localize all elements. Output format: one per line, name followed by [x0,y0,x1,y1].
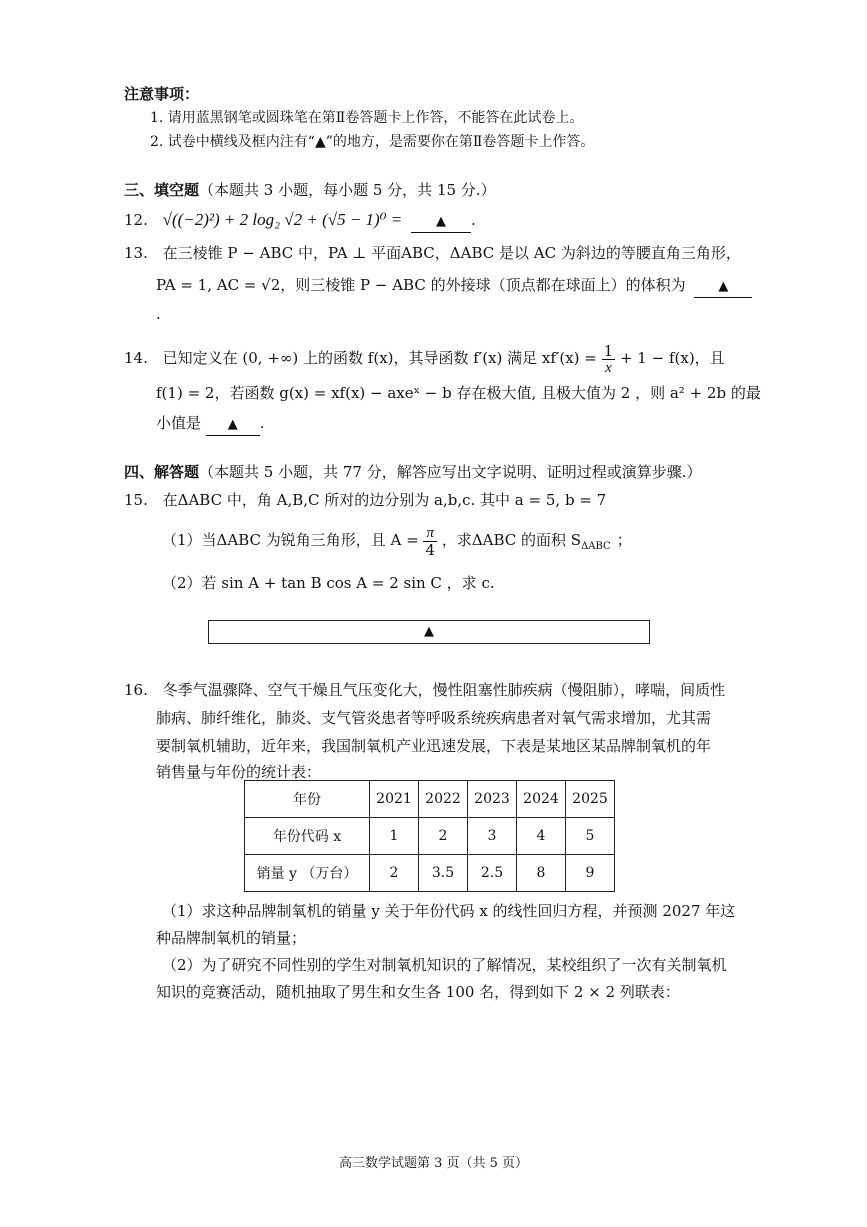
q15-part-1c: ； [616,531,632,549]
section-4-header [124,462,702,482]
question-12 [124,210,476,233]
q15-part-2: （2）若 sin A + tan B cos A = 2 sin C ，求 c. [162,574,495,592]
table-cell: 2021 [370,781,419,818]
table-row-header: 销量 y （万台） [245,855,370,892]
table-cell: 2022 [419,781,468,818]
table-row [245,855,615,892]
q12-end: . [471,211,476,229]
question-13-line-1 [124,243,741,263]
question-13-line-2 [156,275,752,298]
answer-blank: ▲ [411,212,471,233]
q16-line-4: 销售量与年份的统计表： [156,763,322,781]
table-cell: 2.5 [468,855,517,892]
q16-line-2: 肺病、肺纤维化，肺炎、支气管炎患者等呼吸系统疾病患者对氧气需求增加，尤其需 [156,709,712,727]
section-4-title: 四、解答题 [124,463,200,481]
sales-statistics-table [244,780,615,892]
table-row-header: 年份 [245,781,370,818]
answer-box: ▲ [208,620,650,644]
question-number: 15. [124,491,148,509]
q16-part-1-line-1: （1）求这种品牌制氧机的销量 y 关于年份代码 x 的线性回归方程，并预测 2027 年这 [162,902,736,920]
table-cell: 8 [517,855,566,892]
fraction-denominator: 4 [425,540,436,559]
answer-blank: ▲ [206,415,260,436]
fraction-numerator: 1 [603,341,614,360]
table-cell: 2025 [566,781,615,818]
table-cell: 1 [370,818,419,855]
table-row [245,781,615,818]
table-cell: 2024 [517,781,566,818]
table-cell: 3.5 [419,855,468,892]
table-row-header: 年份代码 x [245,818,370,855]
page-footer: 高三数学试题第 3 页（共 5 页） [338,1156,529,1171]
q14-line-3: 小值是 [156,414,202,432]
table-row [245,818,615,855]
answer-blank: ▲ [694,277,752,298]
section-3-desc: （本题共 3 小题，每小题 5 分，共 15 分.） [199,181,496,199]
table-cell: 9 [566,855,615,892]
q14-line-2: f(1) = 2，若函数 g(x) = xf(x) − axeˣ − b 存在极大值, 且极大值为 2 ，则 a² + 2b 的最 [156,384,761,402]
q16-part-1-line-2: 种品牌制氧机的销量； [156,929,307,947]
q15-part-1a: （1）当ΔABC 为锐角三角形，且 A = [162,531,419,549]
q15-part-1b: ，求ΔABC 的面积 S [441,531,582,549]
fraction-numerator: π [423,525,437,542]
q16-part-2-line-1: （2）为了研究不同性别的学生对制氧机知识的了解情况，某校组织了一次有关制氧机 [162,956,727,974]
question-14-line-3 [156,413,265,436]
table-cell: 3 [468,818,517,855]
q16-line-1: 冬季气温骤降、空气干燥且气压变化大，慢性阻塞性肺疾病（慢阻肺），哮喘，间质性 [162,681,726,699]
notice-item-2: 2. 试卷中横线及框内注有“▲”的地方，是需要你在第Ⅱ卷答题卡上作答。 [150,134,595,150]
q16-part-2-line-2: 知识的竞赛活动，随机抽取了男生和女生各 100 名，得到如下 2 × 2 列联表： [156,983,680,1001]
table-cell: 4 [517,818,566,855]
section-3-title: 三、填空题 [124,181,200,199]
table-cell: 2 [370,855,419,892]
question-number: 16. [124,681,148,699]
table-cell: 5 [566,818,615,855]
q14-end: . [259,414,265,432]
fraction-denominator: x [605,359,612,376]
q15-stem: 在ΔABC 中，角 A,B,C 所对的边分别为 a,b,c. 其中 a = 5, b = 7 [162,491,607,509]
notice-item-1: 1. 请用蓝黑钢笔或圆珠笔在第Ⅱ卷答题卡上作答，不能答在此试卷上。 [150,110,584,126]
question-16-line-1 [124,680,725,700]
q12-expression: √((−2)²) + 2 log₂ √2 + (√5 − 1)⁰ = [162,210,403,229]
section-4-desc: （本题共 5 小题，共 77 分，解答应写出文字说明、证明过程或演算步骤.） [199,463,702,481]
q15-fraction [423,525,437,558]
q14-fraction [602,343,616,376]
section-3-header [124,180,496,200]
q15-subscript: ΔABC [581,541,611,552]
q13-line-3: . [156,305,161,323]
question-number: 13. [124,244,148,262]
table-cell: 2023 [468,781,517,818]
question-14-line-1 [124,340,725,376]
question-number: 14. [124,349,148,367]
q16-line-3: 要制氧机辅助，近年来，我国制氧机产业迅速发展，下表是某地区某品牌制氧机的年 [156,737,712,755]
question-number: 12. [124,211,148,229]
table-cell: 2 [419,818,468,855]
q13-line-1: 在三棱锥 P − ABC 中，PA ⊥ 平面ABC，ΔABC 是以 AC 为斜边的等腰直角三角形， [162,244,741,262]
notice-heading: 注意事项： [124,85,200,103]
q14-line-1b: + 1 − f(x)，且 [619,349,725,367]
question-15-stem [124,490,606,510]
question-15-part-1 [162,522,632,565]
q14-line-1a: 已知定义在 (0, +∞) 上的函数 f(x)，其导函数 f′(x) 满足 xf′(x) = [162,349,597,367]
q13-line-2: PA = 1, AC = √2，则三棱锥 P − ABC 的外接球（顶点都在球面上）的体积为 [156,276,686,294]
